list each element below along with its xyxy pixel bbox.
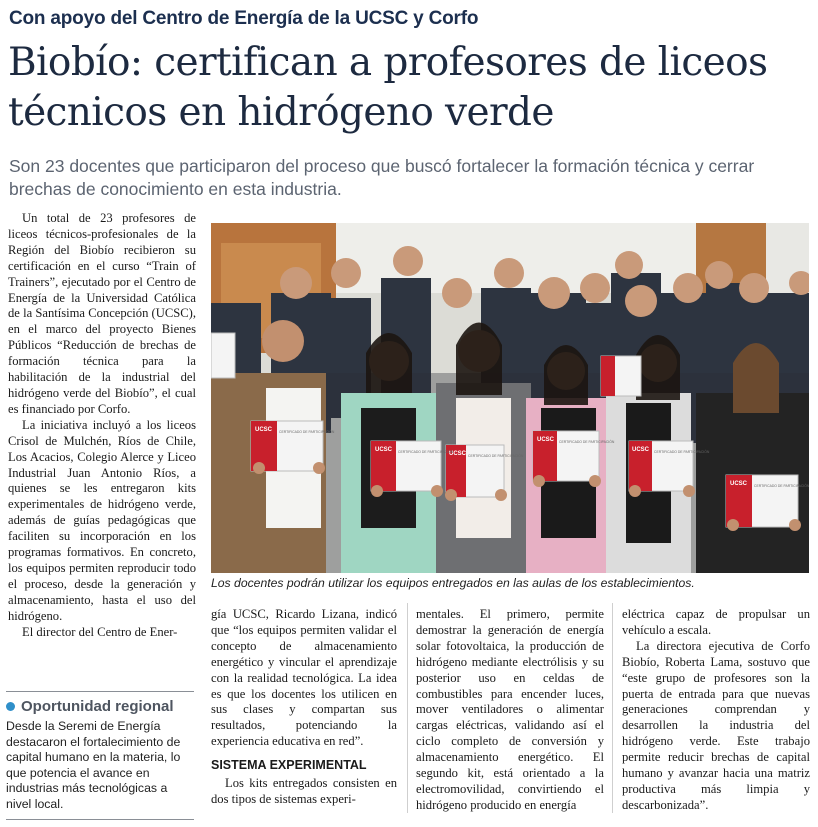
paragraph: El director del Centro de Ener-	[22, 624, 178, 639]
group-photo	[211, 223, 809, 573]
kicker: Con apoyo del Centro de Energía de la UCSC y Corfo	[9, 8, 479, 29]
column-1	[8, 211, 196, 640]
headline: Biobío: certifican a profesores de liceos técnicos en hidrógeno verde	[8, 40, 768, 135]
sidebar-text: Desde la Seremi de Energía destacaron el fortalecimiento de capital humano en la materia, lo que potencia el avance en industrias más tecnológicas a nivel local.	[6, 719, 181, 811]
certificate-brand: UCSC	[255, 427, 273, 433]
certificate-title: CERTIFICADO DE PARTICIPACIÓN	[398, 450, 454, 454]
certificate-brand: UCSC	[375, 447, 393, 453]
sidebar-title	[6, 698, 194, 715]
paragraph: La iniciativa incluyó a los liceos Crisol de Mulchén, Ríos de Chile, Los Acacios, Colegio Alerce y Liceo Industrial Juan Antonio Ríos, a quienes se les entregaron kits experimentales de hidrógeno verde, además de guías pedagógicas que faciliten su incorporación en los programas formativos. En concreto, los equipos permiten reproducir todo el proceso, desde la generación y almacenamiento, hasta el uso del hidrógeno.	[8, 417, 196, 623]
paragraph: mentales. El primero, permite demostrar la generación de energía solar fotovoltaica, la producción de hidrógeno mediante electrólisis y su posterior uso en celdas de combustibles para encender luces, mover ventiladores o alimentar cargas eléctricas, validando así el ciclo completo de conversión y almacenamiento energético. El segundo kit, está orientado a la electromovilidad, convirtiendo el hidrógeno producido en energía	[416, 607, 604, 812]
column-2	[211, 607, 397, 808]
deck: Son 23 docentes que participaron del proceso que buscó fortalecer la formación técnica y cerrar brechas de conocimiento en esta industria.	[9, 156, 755, 199]
certificate-title: CERTIFICADO DE PARTICIPACIÓN	[754, 484, 809, 488]
subheading: SISTEMA EXPERIMENTAL	[211, 758, 367, 773]
certificate-title: CERTIFICADO DE PARTICIPACIÓN	[559, 440, 615, 444]
sidebar-title-text: Oportunidad regional	[21, 698, 174, 715]
certificate-title: CERTIFICADO DE PARTICIPACIÓN	[654, 450, 710, 454]
photo-caption: Los docentes podrán utilizar los equipos entregados en las aulas de los establecimientos.	[211, 576, 695, 590]
paragraph: eléctrica capaz de propulsar un vehículo a escala.	[622, 607, 810, 637]
bullet-icon	[6, 702, 15, 711]
paragraph: La directora ejecutiva de Corfo Biobío, Roberta Lama, sostuvo que “este grupo de profesores son la puerta de entrada para que nuevas generaciones comprendan y desarrollen la industria del hidrógeno verde. Este trabajo permite reducir brechas de capital humano y avanzar hacia una matriz productiva más limpia y descarbonizada”.	[622, 638, 810, 812]
divider	[6, 691, 194, 692]
certificate-brand: UCSC	[632, 447, 650, 453]
column-divider	[407, 603, 408, 813]
sidebar-box	[6, 691, 194, 820]
divider	[6, 819, 194, 820]
certificate-title: CERTIFICADO DE PARTICIPACIÓN	[468, 454, 524, 458]
column-4	[622, 607, 810, 814]
certificate-brand: UCSC	[449, 451, 467, 457]
paragraph: Un total de 23 profesores de liceos técnicos-profesionales de la Región del Biobío recibieron su certificación en el curso “Train of Trainers”, ejecutado por el Centro de Energía de la Universidad Católica de la Santísima Concepción (UCSC), en el marco del proyecto Bienes Públicos “Reducción de brechas de formación técnica para la habilitación de la industrial del hidrógeno verde del Biobío”, el cual es financiado por Corfo.	[8, 211, 196, 416]
certificate-brand: UCSC	[537, 437, 555, 443]
certificate-brand: UCSC	[730, 481, 748, 487]
column-3	[416, 607, 604, 814]
paragraph: gía UCSC, Ricardo Lizana, indicó que “los equipos permiten validar el concepto de almacenamiento energético y vincular el aprendizaje con la realidad tecnológica. La idea es que los docentes los utilicen en sus clases y compartan sus resultados, potenciando la experiencia educativa en red”.	[211, 607, 397, 749]
paragraph: Los kits entregados consisten en dos tipos de sistemas experi-	[211, 776, 397, 806]
certificate-title: CERTIFICADO DE PARTICIPACIÓN	[279, 430, 335, 434]
column-divider	[612, 603, 613, 813]
